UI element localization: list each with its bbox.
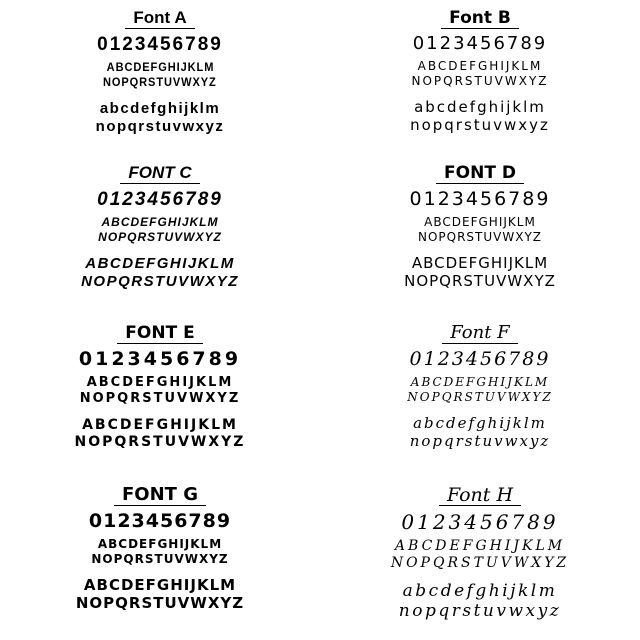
digits-line: 0123456789 bbox=[97, 189, 223, 210]
digits-line: 0123456789 bbox=[409, 188, 551, 210]
letters-line-1: abcdefghijklm bbox=[413, 414, 547, 432]
letters-line-1: ABCDEFGHIJKLM bbox=[82, 417, 238, 433]
uppercase-line-2: NOPQRSTUVWXYZ bbox=[411, 74, 549, 88]
font-title: Font B bbox=[441, 8, 519, 29]
font-sample-g bbox=[0, 477, 320, 640]
uppercase-line-2: NOPQRSTUVWXYZ bbox=[91, 552, 229, 566]
uppercase-line-1: ABCDEFGHIJKLM bbox=[106, 60, 214, 74]
digits-line: 0123456789 bbox=[97, 34, 223, 55]
digits-line: 0123456789 bbox=[409, 348, 551, 370]
uppercase-line-2: NOPQRSTUVWXYZ bbox=[103, 75, 217, 89]
uppercase-line-2: NOPQRSTUVWXYZ bbox=[417, 230, 543, 244]
font-title: Font H bbox=[439, 485, 521, 506]
letters-line-2: NOPQRSTUVWXYZ bbox=[81, 273, 239, 290]
uppercase-line-1: ABCDEFGHIJKLM bbox=[410, 375, 550, 389]
letters-line-2: nopqrstuvwxyz bbox=[95, 118, 225, 135]
font-title: FONT C bbox=[120, 163, 199, 184]
uppercase-line-1: ABCDEFGHIJKLM bbox=[394, 538, 566, 554]
uppercase-line-2: NOPQRSTUVWXYZ bbox=[390, 555, 570, 571]
font-title: FONT D bbox=[436, 163, 524, 184]
letters-line-1: abcdefghijklm bbox=[414, 98, 546, 116]
font-title: Font A bbox=[125, 8, 194, 29]
letters-line-2: NOPQRSTUVWXYZ bbox=[404, 272, 556, 290]
letters-line-1: ABCDEFGHIJKLM bbox=[83, 576, 237, 594]
uppercase-line-1: ABCDEFGHIJKLM bbox=[101, 215, 219, 229]
digits-line: 0123456789 bbox=[88, 510, 232, 532]
digits-line: 0123456789 bbox=[412, 33, 548, 54]
font-sample-h bbox=[320, 477, 640, 640]
font-title: Font F bbox=[442, 323, 517, 344]
uppercase-line-1: ABCDEFGHIJKLM bbox=[424, 215, 536, 229]
uppercase-line-1: ABCDEFGHIJKLM bbox=[86, 375, 234, 390]
letters-line-2: nopqrstuvwxyz bbox=[410, 116, 550, 134]
letters-line-2: NOPQRSTUVWXYZ bbox=[75, 594, 245, 612]
uppercase-line-1: ABCDEFGHIJKLM bbox=[417, 59, 543, 73]
letters-line-1: ABCDEFGHIJKLM bbox=[85, 255, 235, 272]
digits-line: 0123456789 bbox=[401, 510, 559, 534]
font-sample-f bbox=[320, 315, 640, 477]
letters-line-1: abcdefghijklm bbox=[402, 581, 558, 601]
letters-line-1: abcdefghijklm bbox=[99, 100, 221, 117]
font-sample-c bbox=[0, 155, 320, 315]
letters-line-2: nopqrstuvwxyz bbox=[409, 432, 551, 450]
font-sample-d bbox=[320, 155, 640, 315]
font-sample-a bbox=[0, 0, 320, 155]
uppercase-line-2: NOPQRSTUVWXYZ bbox=[98, 230, 222, 244]
letters-line-2: nopqrstuvwxyz bbox=[398, 601, 562, 621]
font-title: FONT E bbox=[117, 323, 202, 344]
letters-line-1: ABCDEFGHIJKLM bbox=[411, 254, 549, 272]
uppercase-line-1: ABCDEFGHIJKLM bbox=[97, 537, 223, 551]
font-title: FONT G bbox=[114, 485, 206, 506]
font-sample-e bbox=[0, 315, 320, 477]
digits-line: 0123456789 bbox=[78, 348, 242, 370]
uppercase-line-2: NOPQRSTUVWXYZ bbox=[79, 391, 241, 406]
uppercase-line-2: NOPQRSTUVWXYZ bbox=[407, 390, 553, 404]
letters-line-2: NOPQRSTUVWXYZ bbox=[74, 434, 246, 450]
font-sample-b bbox=[320, 0, 640, 155]
